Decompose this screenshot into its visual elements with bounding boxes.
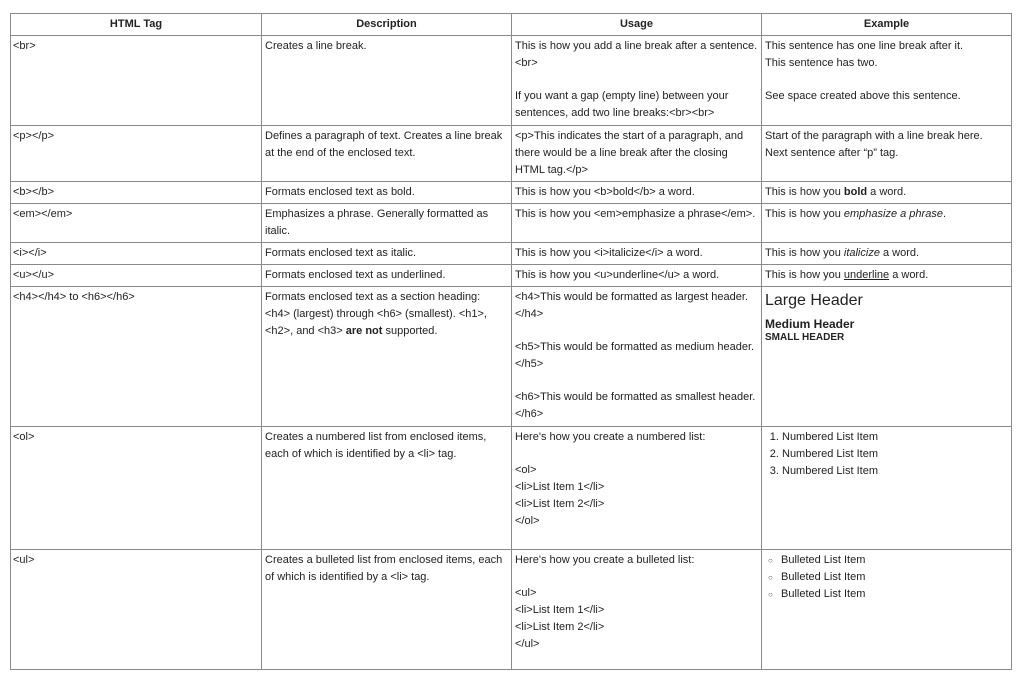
large-header-example: Large Header: [765, 292, 863, 309]
description-cell: Formats enclosed text as underlined.: [262, 265, 512, 287]
table-row: [11, 265, 1012, 287]
description-cell: Creates a numbered list from enclosed items, each of which is identified by a <li> tag.: [262, 427, 512, 550]
description-cell: Formats enclosed text as bold.: [262, 182, 512, 204]
tag-cell: <ol>: [11, 427, 262, 550]
usage-code-line: <li>List Item 1</li>: [515, 481, 605, 493]
table-row: [11, 243, 1012, 265]
usage-cell: [512, 427, 762, 550]
usage-code-line: </ol>: [515, 515, 540, 527]
usage-code-line: <li>List Item 2</li>: [515, 498, 605, 510]
example-cell: [762, 287, 1012, 427]
usage-line: <h4>This would be formatted as largest header.</h4>: [515, 291, 748, 320]
usage-code-line: <li>List Item 1</li>: [515, 604, 605, 616]
description-text: Formats enclosed text as a section heading: <h4> (largest) through <h6> (smallest). <h1>, <h2>, and <h3>: [265, 291, 487, 337]
table-row: [11, 204, 1012, 243]
example-line: This sentence has two.: [765, 57, 878, 69]
description-cell: Formats enclosed text as italic.: [262, 243, 512, 265]
usage-cell: [512, 287, 762, 427]
usage-cell: [512, 550, 762, 670]
list-item: ○ Bulleted List Item: [781, 569, 1008, 586]
usage-cell: This is how you <i>italicize</i> a word.: [512, 243, 762, 265]
usage-cell: This is how you <u>underline</u> a word.: [512, 265, 762, 287]
table-row: [11, 126, 1012, 182]
header-row: [11, 14, 1012, 36]
tag-cell: <i></i>: [11, 243, 262, 265]
example-text: a word.: [889, 269, 929, 281]
description-text: supported.: [382, 325, 438, 337]
usage-cell: [512, 36, 762, 126]
usage-code-line: <ol>: [515, 464, 537, 476]
tag-cell: <br>: [11, 36, 262, 126]
header-html-tag: HTML Tag: [11, 14, 262, 36]
usage-code-line: <li>List Item 2</li>: [515, 621, 605, 633]
example-text: This is how you: [765, 208, 844, 220]
tag-cell: <h4></h4> to <h6></h6>: [11, 287, 262, 427]
list-item: 2. Numbered List Item: [782, 446, 1008, 463]
example-line: Start of the paragraph with a line break here.: [765, 130, 983, 142]
example-text: This is how you: [765, 269, 844, 281]
list-item: 1. Numbered List Item: [782, 429, 1008, 446]
example-text: This is how you: [765, 247, 844, 259]
example-cell: [762, 243, 1012, 265]
table-row: [11, 36, 1012, 126]
example-text: a word.: [879, 247, 920, 259]
usage-cell: This is how you <em>emphasize a phrase</em>.: [512, 204, 762, 243]
usage-code-line: <ul>: [515, 587, 537, 599]
small-header-example: SMALL HEADER: [765, 332, 845, 343]
usage-line: Here's how you create a bulleted list:: [515, 554, 695, 566]
list-item: 3. Numbered List Item: [782, 463, 1008, 480]
example-line: See space created above this sentence.: [765, 90, 961, 102]
description-cell: Defines a paragraph of text. Creates a line break at the end of the enclosed text.: [262, 126, 512, 182]
table-row: [11, 427, 1012, 550]
italic-text: italicize: [843, 247, 880, 259]
tag-cell: <em></em>: [11, 204, 262, 243]
example-line: Next sentence after “p” tag.: [765, 147, 899, 159]
header-example: Example: [762, 14, 1012, 36]
example-text: .: [942, 208, 946, 220]
example-cell: [762, 36, 1012, 126]
usage-line: Here's how you create a numbered list:: [515, 431, 706, 443]
example-text: This is how you: [765, 186, 844, 198]
table-row: [11, 182, 1012, 204]
tag-cell: <b></b>: [11, 182, 262, 204]
description-cell: Creates a bulleted list from enclosed items, each of which is identified by a <li> tag.: [262, 550, 512, 670]
tag-cell: <ul>: [11, 550, 262, 670]
example-cell: [762, 204, 1012, 243]
usage-cell: This is how you <b>bold</b> a word.: [512, 182, 762, 204]
description-cell: Emphasizes a phrase. Generally formatted as italic.: [262, 204, 512, 243]
tag-cell: <p></p>: [11, 126, 262, 182]
description-cell: [262, 287, 512, 427]
numbered-list-example: [765, 429, 1008, 480]
usage-code-line: </ul>: [515, 638, 540, 650]
usage-line: If you want a gap (empty line) between your sentences, add two line breaks:<br><br>: [515, 90, 729, 119]
bold-text: bold: [843, 186, 868, 198]
example-cell: [762, 550, 1012, 670]
usage-line: <h5>This would be formatted as medium header.</h5>: [515, 341, 755, 370]
example-text: a word.: [867, 186, 907, 198]
description-bold-text: are not: [345, 325, 383, 337]
usage-line: <h6>This would be formatted as smallest header.</h6>: [515, 391, 756, 420]
usage-line: This is how you add a line break after a sentence.<br>: [515, 40, 758, 69]
list-item: ○ Bulleted List Item: [781, 552, 1008, 569]
example-line: This sentence has one line break after it.: [765, 40, 964, 52]
medium-header-example: Medium Header: [765, 317, 855, 331]
example-cell: [762, 126, 1012, 182]
example-cell: [762, 265, 1012, 287]
table-row: [11, 550, 1012, 670]
example-cell: [762, 182, 1012, 204]
bulleted-list-example: [765, 552, 1008, 603]
emphasized-text: emphasize a phrase: [843, 208, 943, 220]
list-item: ○ Bulleted List Item: [781, 586, 1008, 603]
header-usage: Usage: [512, 14, 762, 36]
usage-cell: <p>This indicates the start of a paragraph, and there would be a line break after the closing HTML tag.</p>: [512, 126, 762, 182]
example-cell: [762, 427, 1012, 550]
header-description: Description: [262, 14, 512, 36]
underlined-text: underline: [843, 269, 890, 281]
table-row: [11, 287, 1012, 427]
description-cell: Creates a line break.: [262, 36, 512, 126]
tag-cell: <u></u>: [11, 265, 262, 287]
html-tags-table: [10, 13, 1012, 670]
